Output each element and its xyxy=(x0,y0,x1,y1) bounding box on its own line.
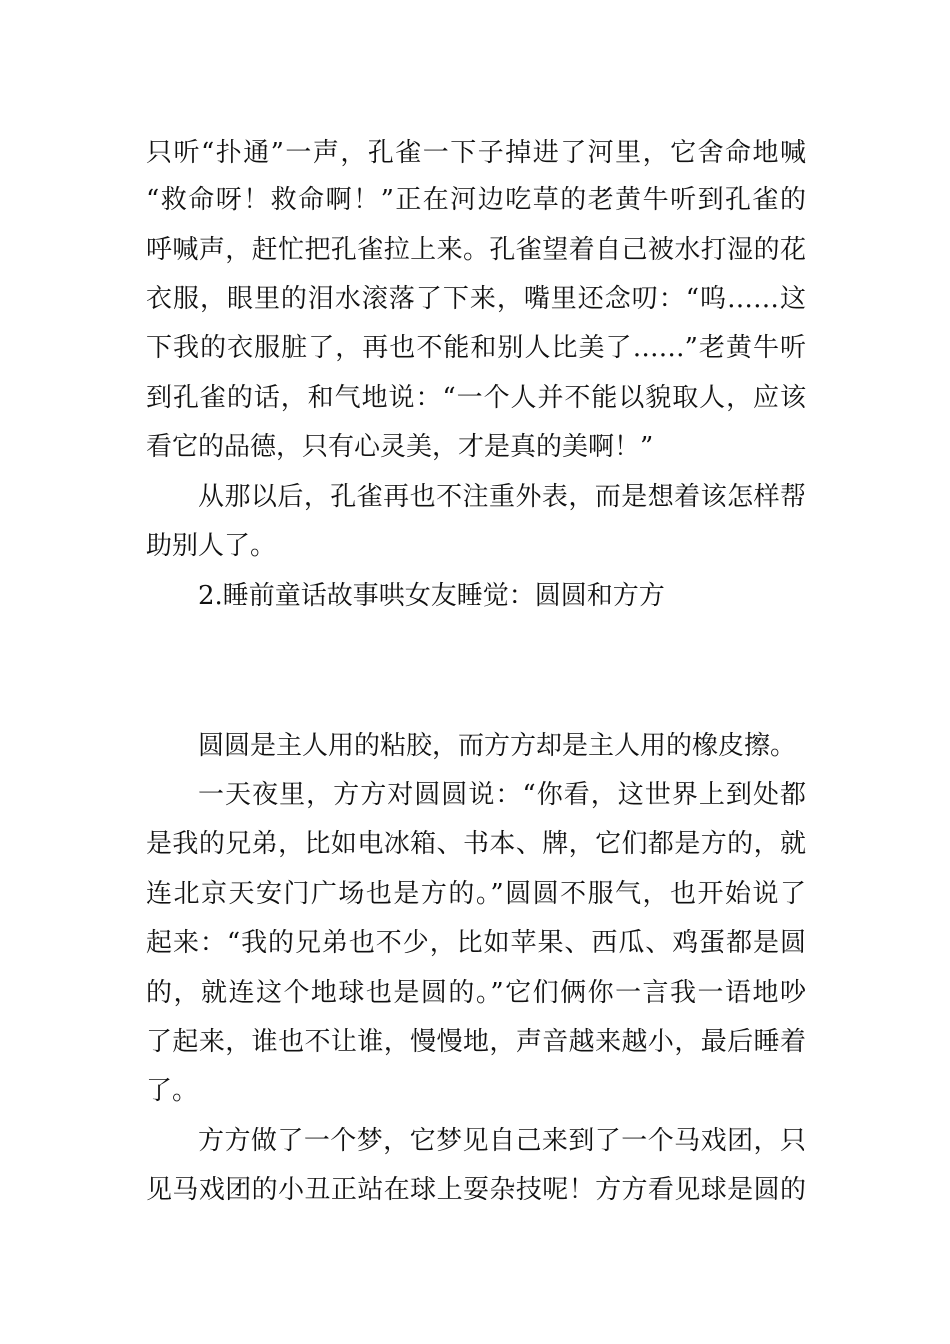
text-line: 到孔雀的话，和气地说：“一个人并不能以貌取人，应该 xyxy=(146,383,806,413)
text-line: 下我的衣服脏了，再也不能和别人比美了……”老黄牛听 xyxy=(146,333,806,363)
text-line: 只听“扑通”一声，孔雀一下子掉进了河里，它舍命地喊 xyxy=(146,138,806,168)
paragraph-first-line: 方方做了一个梦，它梦见自己来到了一个马戏团，只 xyxy=(198,1126,806,1156)
text-line: 连北京天安门广场也是方的。”圆圆不服气，也开始说了 xyxy=(146,879,806,909)
text-line: 呼喊声，赶忙把孔雀拉上来。孔雀望着自己被水打湿的花 xyxy=(146,235,806,265)
text-line: “救命呀！救命啊！”正在河边吃草的老黄牛听到孔雀的 xyxy=(146,185,806,215)
text-line: 了。 xyxy=(146,1076,199,1106)
text-line: 的，就连这个地球也是圆的。”它们俩你一言我一语地吵 xyxy=(146,978,806,1008)
paragraph-first-line: 从那以后，孔雀再也不注重外表，而是想着该怎样帮 xyxy=(198,482,806,512)
text-line: 了起来，谁也不让谁，慢慢地，声音越来越小，最后睡着 xyxy=(146,1027,806,1057)
paragraph-first-line: 圆圆是主人用的粘胶，而方方却是主人用的橡皮擦。 xyxy=(198,731,797,761)
text-line: 是我的兄弟，比如电冰箱、书本、牌，它们都是方的，就 xyxy=(146,829,806,859)
text-line: 助别人了。 xyxy=(146,531,277,561)
text-line: 见马戏团的小丑正站在球上耍杂技呢！方方看见球是圆的 xyxy=(146,1175,806,1205)
text-line: 衣服，眼里的泪水滚落了下来，嘴里还念叨：“呜……这 xyxy=(146,284,806,314)
text-line: 起来：“我的兄弟也不少，比如苹果、西瓜、鸡蛋都是圆 xyxy=(146,928,806,958)
text-line: 看它的品德，只有心灵美，才是真的美啊！” xyxy=(146,432,654,462)
section-heading: 2.睡前童话故事哄女友睡觉：圆圆和方方 xyxy=(198,581,665,611)
paragraph-first-line: 一天夜里，方方对圆圆说：“你看，这世界上到处都 xyxy=(198,780,806,810)
